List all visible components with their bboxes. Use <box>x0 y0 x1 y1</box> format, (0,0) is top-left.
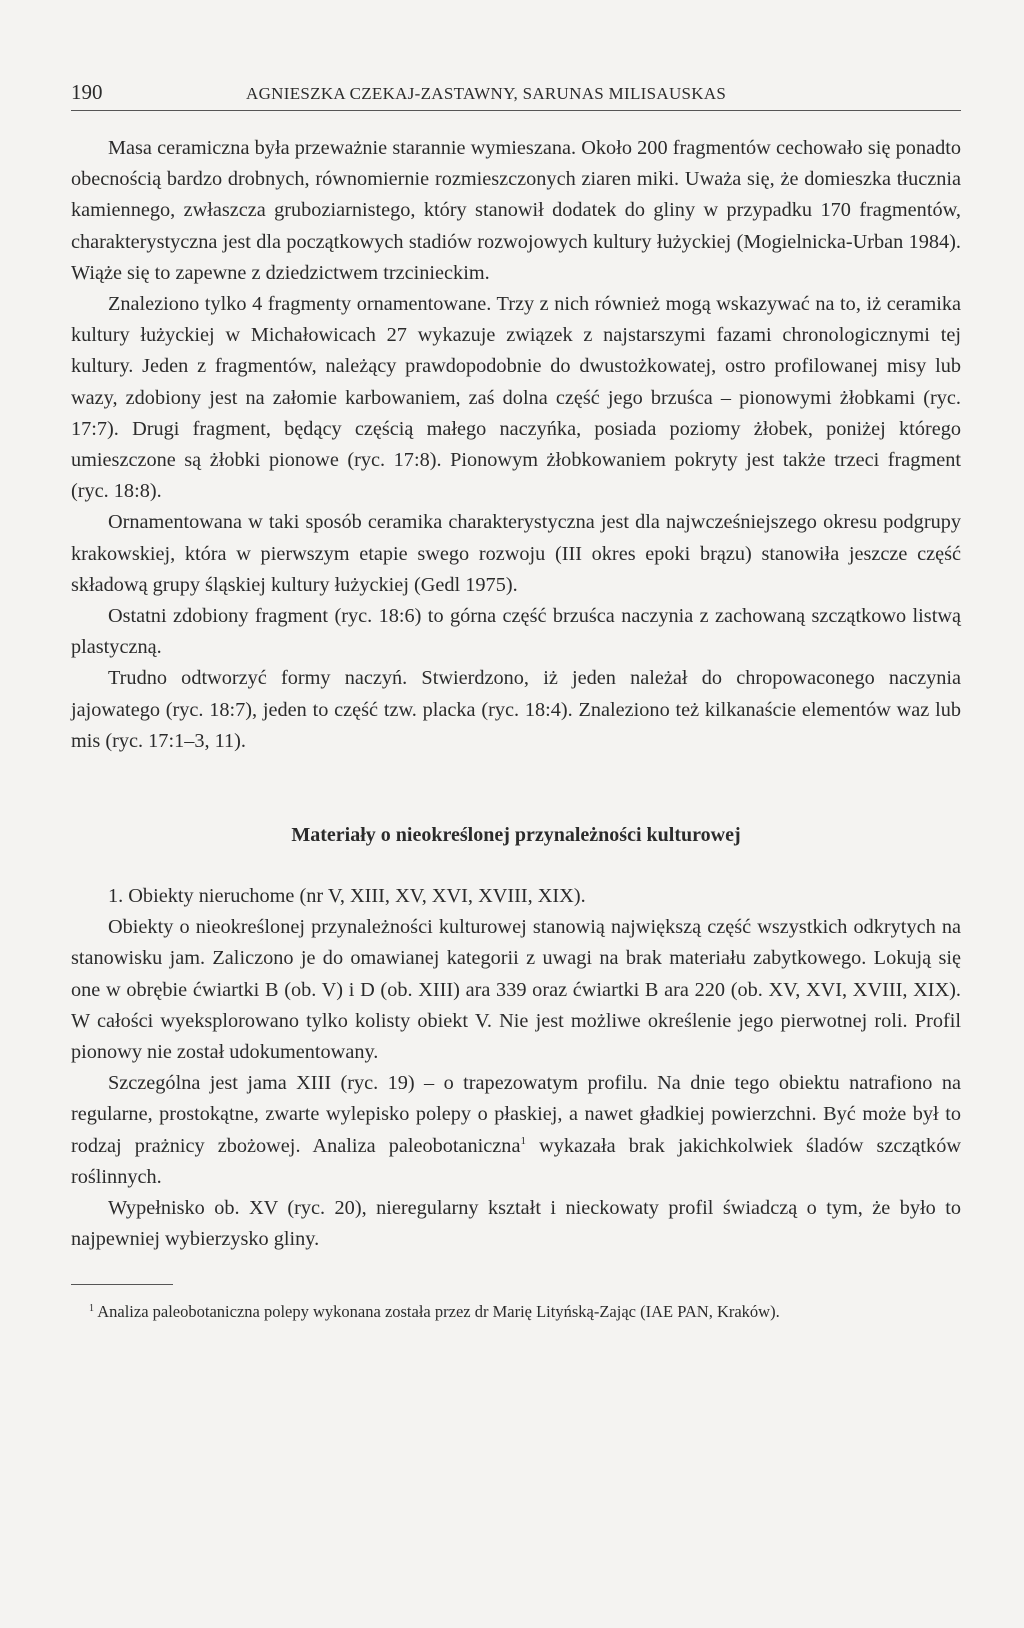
page-header <box>71 80 961 111</box>
footnote-marker: 1 <box>89 1302 94 1314</box>
paragraph: Wypełnisko ob. XV (ryc. 20), nieregularny kształt i nieckowaty profil świadczą o tym, że było to najpewniej wybierzysko gliny. <box>71 1197 961 1251</box>
paragraph-text: Szczególna jest jama XIII (ryc. 19) – o trapezowatym profilu. Na dnie tego obiektu natrafiono na regularne, prostokątne, zwarte wylepisko polepy o płaskiej, a nawet gładkiej powierzchni. Być może był to rodzaj prażnicy zbożowej. Analiza paleobotaniczna <box>71 1072 961 1157</box>
paragraph: 1. Obiekty nieruchome (nr V, XIII, XV, XVI, XVIII, XIX). <box>108 885 586 908</box>
footnote-text: Analiza paleobotaniczna polepy wykonana została przez dr Marię Lityńską-Zając (IAE PAN, Kraków). <box>97 1301 780 1321</box>
paragraph: Znaleziono tylko 4 fragmenty ornamentowane. Trzy z nich również mogą wskazywać na to, iż ceramika kultury łużyckiej w Michałowicach 27 wykazuje związek z najstarszymi fazami chronologicznymi tej kultury. Jeden z fragmentów, należący prawdopodobnie do dwustożkowatej, ostro profilowanej misy lub wazy, zdobiony jest na załomie karbowaniem, zaś dolna część jego brzuśca – pionowymi żłobkami (ryc. 17:7). Drugi fragment, będący częścią małego naczyńka, posiada poziomy żłobek, poniżej którego umieszczone są żłobki pionowe (ryc. 17:8). Pionowym żłobkowaniem pokryty jest także trzeci fragment (ryc. 18:8). <box>71 293 961 503</box>
paragraph <box>71 1068 961 1193</box>
section-heading: Materiały o nieokreślonej przynależności kulturowej <box>291 824 741 847</box>
paragraph: Ostatni zdobiony fragment (ryc. 18:6) to górna część brzuśca naczynia z zachowaną szczątkowo listwą plastyczną. <box>71 605 961 659</box>
page <box>71 80 961 1325</box>
paragraph: Trudno odtworzyć formy naczyń. Stwierdzono, iż jeden należał do chropowaconego naczynia jajowatego (ryc. 18:7), jeden to część tzw. placka (ryc. 18:4). Znaleziono też kilkanaście elementów waz lub mis (ryc. 17:1–3, 11). <box>71 667 961 752</box>
page-number: 190 <box>71 80 103 104</box>
footnote-divider <box>71 1284 173 1285</box>
paragraph: Masa ceramiczna była przeważnie starannie wymieszana. Około 200 fragmentów cechowało się ponadto obecnością bardzo drobnych, równomiernie rozmieszczonych ziaren miki. Uważa się, że domieszka tłucznia kamiennego, zwłaszcza gruboziarnistego, który stanowił dodatek do gliny w przypadku 170 fragmentów, charakterystyczna jest dla początkowych stadiów rozwojowych kultury łużyckiej (Mogielnicka-Urban 1984). Wiąże się to zapewne z dziedzictwem trzcinieckim. <box>71 137 961 284</box>
footnote <box>71 1299 961 1325</box>
paragraph-text-continued: wykazała brak jakichkolwiek śladów szczątków roślinnych. <box>71 1134 961 1188</box>
body-text <box>71 133 961 1256</box>
footnote-reference[interactable]: 1 <box>520 1134 526 1147</box>
paragraph: Obiekty o nieokreślonej przynależności kulturowej stanowią największą część wszystkich odkrytych na stanowisku jam. Zaliczono je do omawianej kategorii z uwagi na brak materiału zabytkowego. Lokują się one w obrębie ćwiartki B (ob. V) i D (ob. XIII) ara 339 oraz ćwiartki B ara 220 (ob. XV, XVI, XVIII, XIX). W całości wyeksplorowano tylko kolisty obiekt V. Nie jest możliwe określenie jego pierwotnej roli. Profil pionowy nie został udokumentowany. <box>71 916 961 1064</box>
paragraph: Ornamentowana w taki sposób ceramika charakterystyczna jest dla najwcześniejszego okresu podgrupy krakowskiej, która w pierwszym etapie swego rozwoju (III okres epoki brązu) stanowiła jeszcze część składową grupy śląskiej kultury łużyckiej (Gedl 1975). <box>71 511 961 596</box>
running-head: AGNIESZKA CZEKAJ-ZASTAWNY, SARUNAS MILISAUSKAS <box>246 84 727 103</box>
